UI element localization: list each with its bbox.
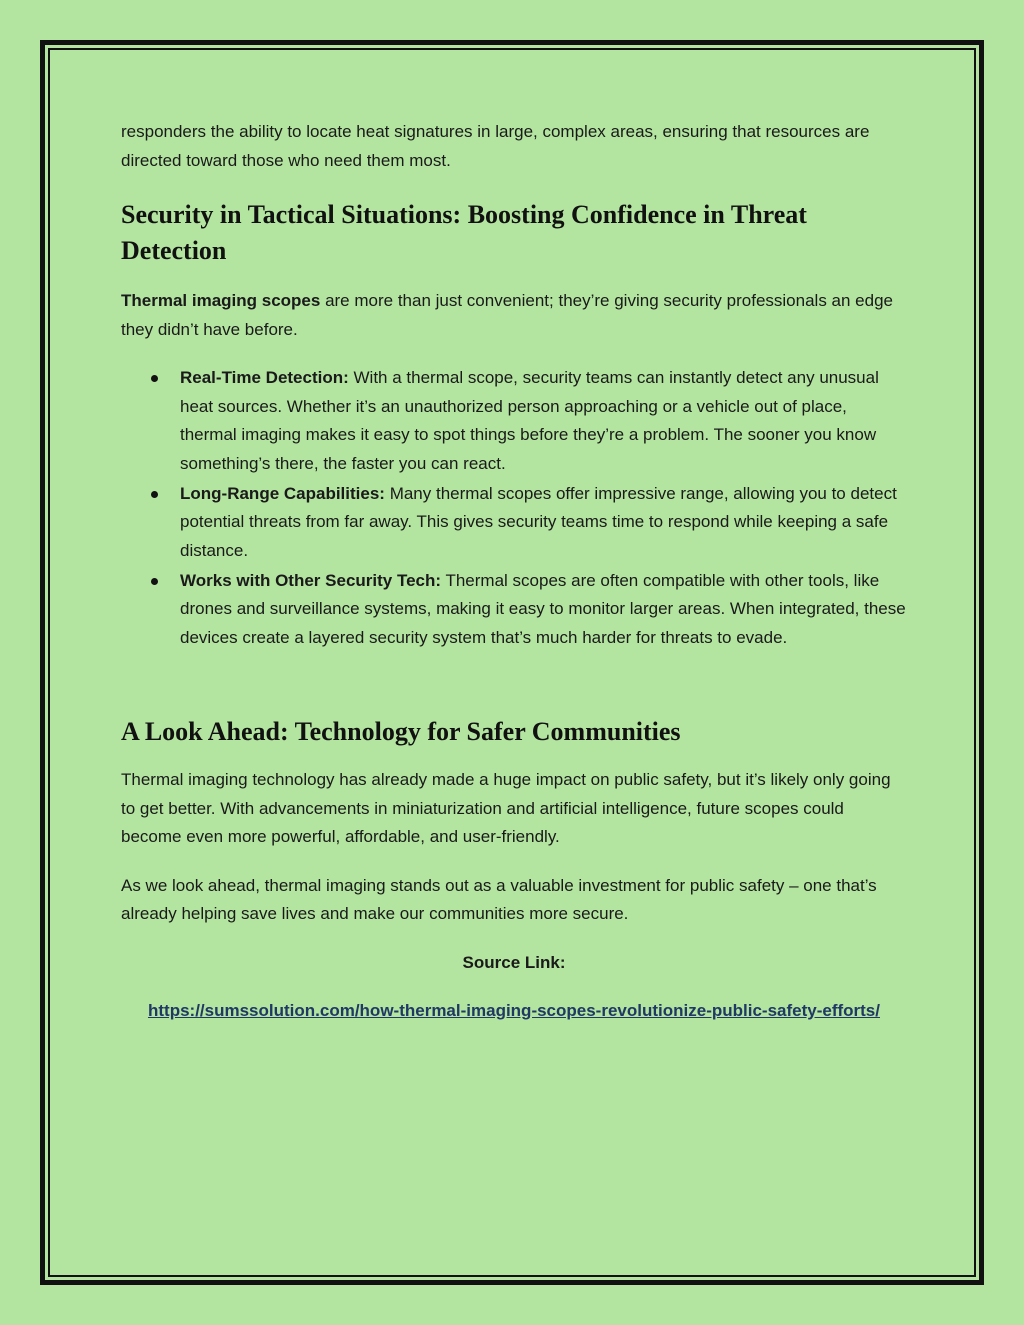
security-heading: Security in Tactical Situations: Boosting Confidence in Threat Detection <box>121 200 807 265</box>
bullet-dot-icon <box>151 375 158 382</box>
bullet-text: Thermal scopes are often compatible with other tools, like drones and surveillance systems, making it easy to monitor larger areas. When integrated, these devices create a layered security system that’s much harder for threats to evade. <box>180 570 906 647</box>
security-lead-text: are more than just convenient; they’re giving security professionals an edge they didn’t have before. <box>121 291 893 339</box>
lookahead-paragraph-2: As we look ahead, thermal imaging stands out as a valuable investment for public safety – one that’s already helping save lives and make our communities more secure. <box>121 875 877 923</box>
bullet-dot-icon <box>151 578 158 585</box>
bullet-title: Long-Range Capabilities: <box>180 483 385 503</box>
bullet-title: Real-Time Detection: <box>180 368 349 387</box>
security-bullet-list <box>121 364 907 652</box>
security-lead-bold: Thermal imaging scopes <box>121 291 321 310</box>
bullet-title: Works with Other Security Tech: <box>180 570 442 590</box>
bullet-item-real-time <box>180 364 907 478</box>
bullet-text: Many thermal scopes offer impressive range, allowing you to detect potential threats from far away. This gives security teams time to respond while keeping a safe distance. <box>180 483 897 560</box>
bullet-item-long-range <box>180 480 907 566</box>
lookahead-heading: A Look Ahead: Technology for Safer Communities <box>121 717 681 746</box>
source-label: Source Link: <box>462 952 566 972</box>
bullet-dot-icon <box>151 491 158 498</box>
security-lead-paragraph <box>121 287 907 344</box>
bullet-item-other-tech <box>180 567 907 653</box>
source-link[interactable]: https://sumssolution.com/how-thermal-imaging-scopes-revolutionize-public-safety-efforts/ <box>147 1001 880 1020</box>
document-body <box>121 118 907 1026</box>
bullet-text: With a thermal scope, security teams can instantly detect any unusual heat sources. Whether it’s an unauthorized person approaching or a vehicle out of place, thermal imaging makes it easy to spot things before they’re a problem. The sooner you know something’s there, the faster you can react. <box>180 368 879 473</box>
lookahead-paragraph-1: Thermal imaging technology has already made a huge impact on public safety, but it’s likely only going to get better. With advancements in miniaturization and artificial intelligence, future scopes could become even more powerful, affordable, and user-friendly. <box>121 770 891 846</box>
intro-paragraph: responders the ability to locate heat signatures in large, complex areas, ensuring that resources are directed toward those who need them most. <box>121 122 870 170</box>
